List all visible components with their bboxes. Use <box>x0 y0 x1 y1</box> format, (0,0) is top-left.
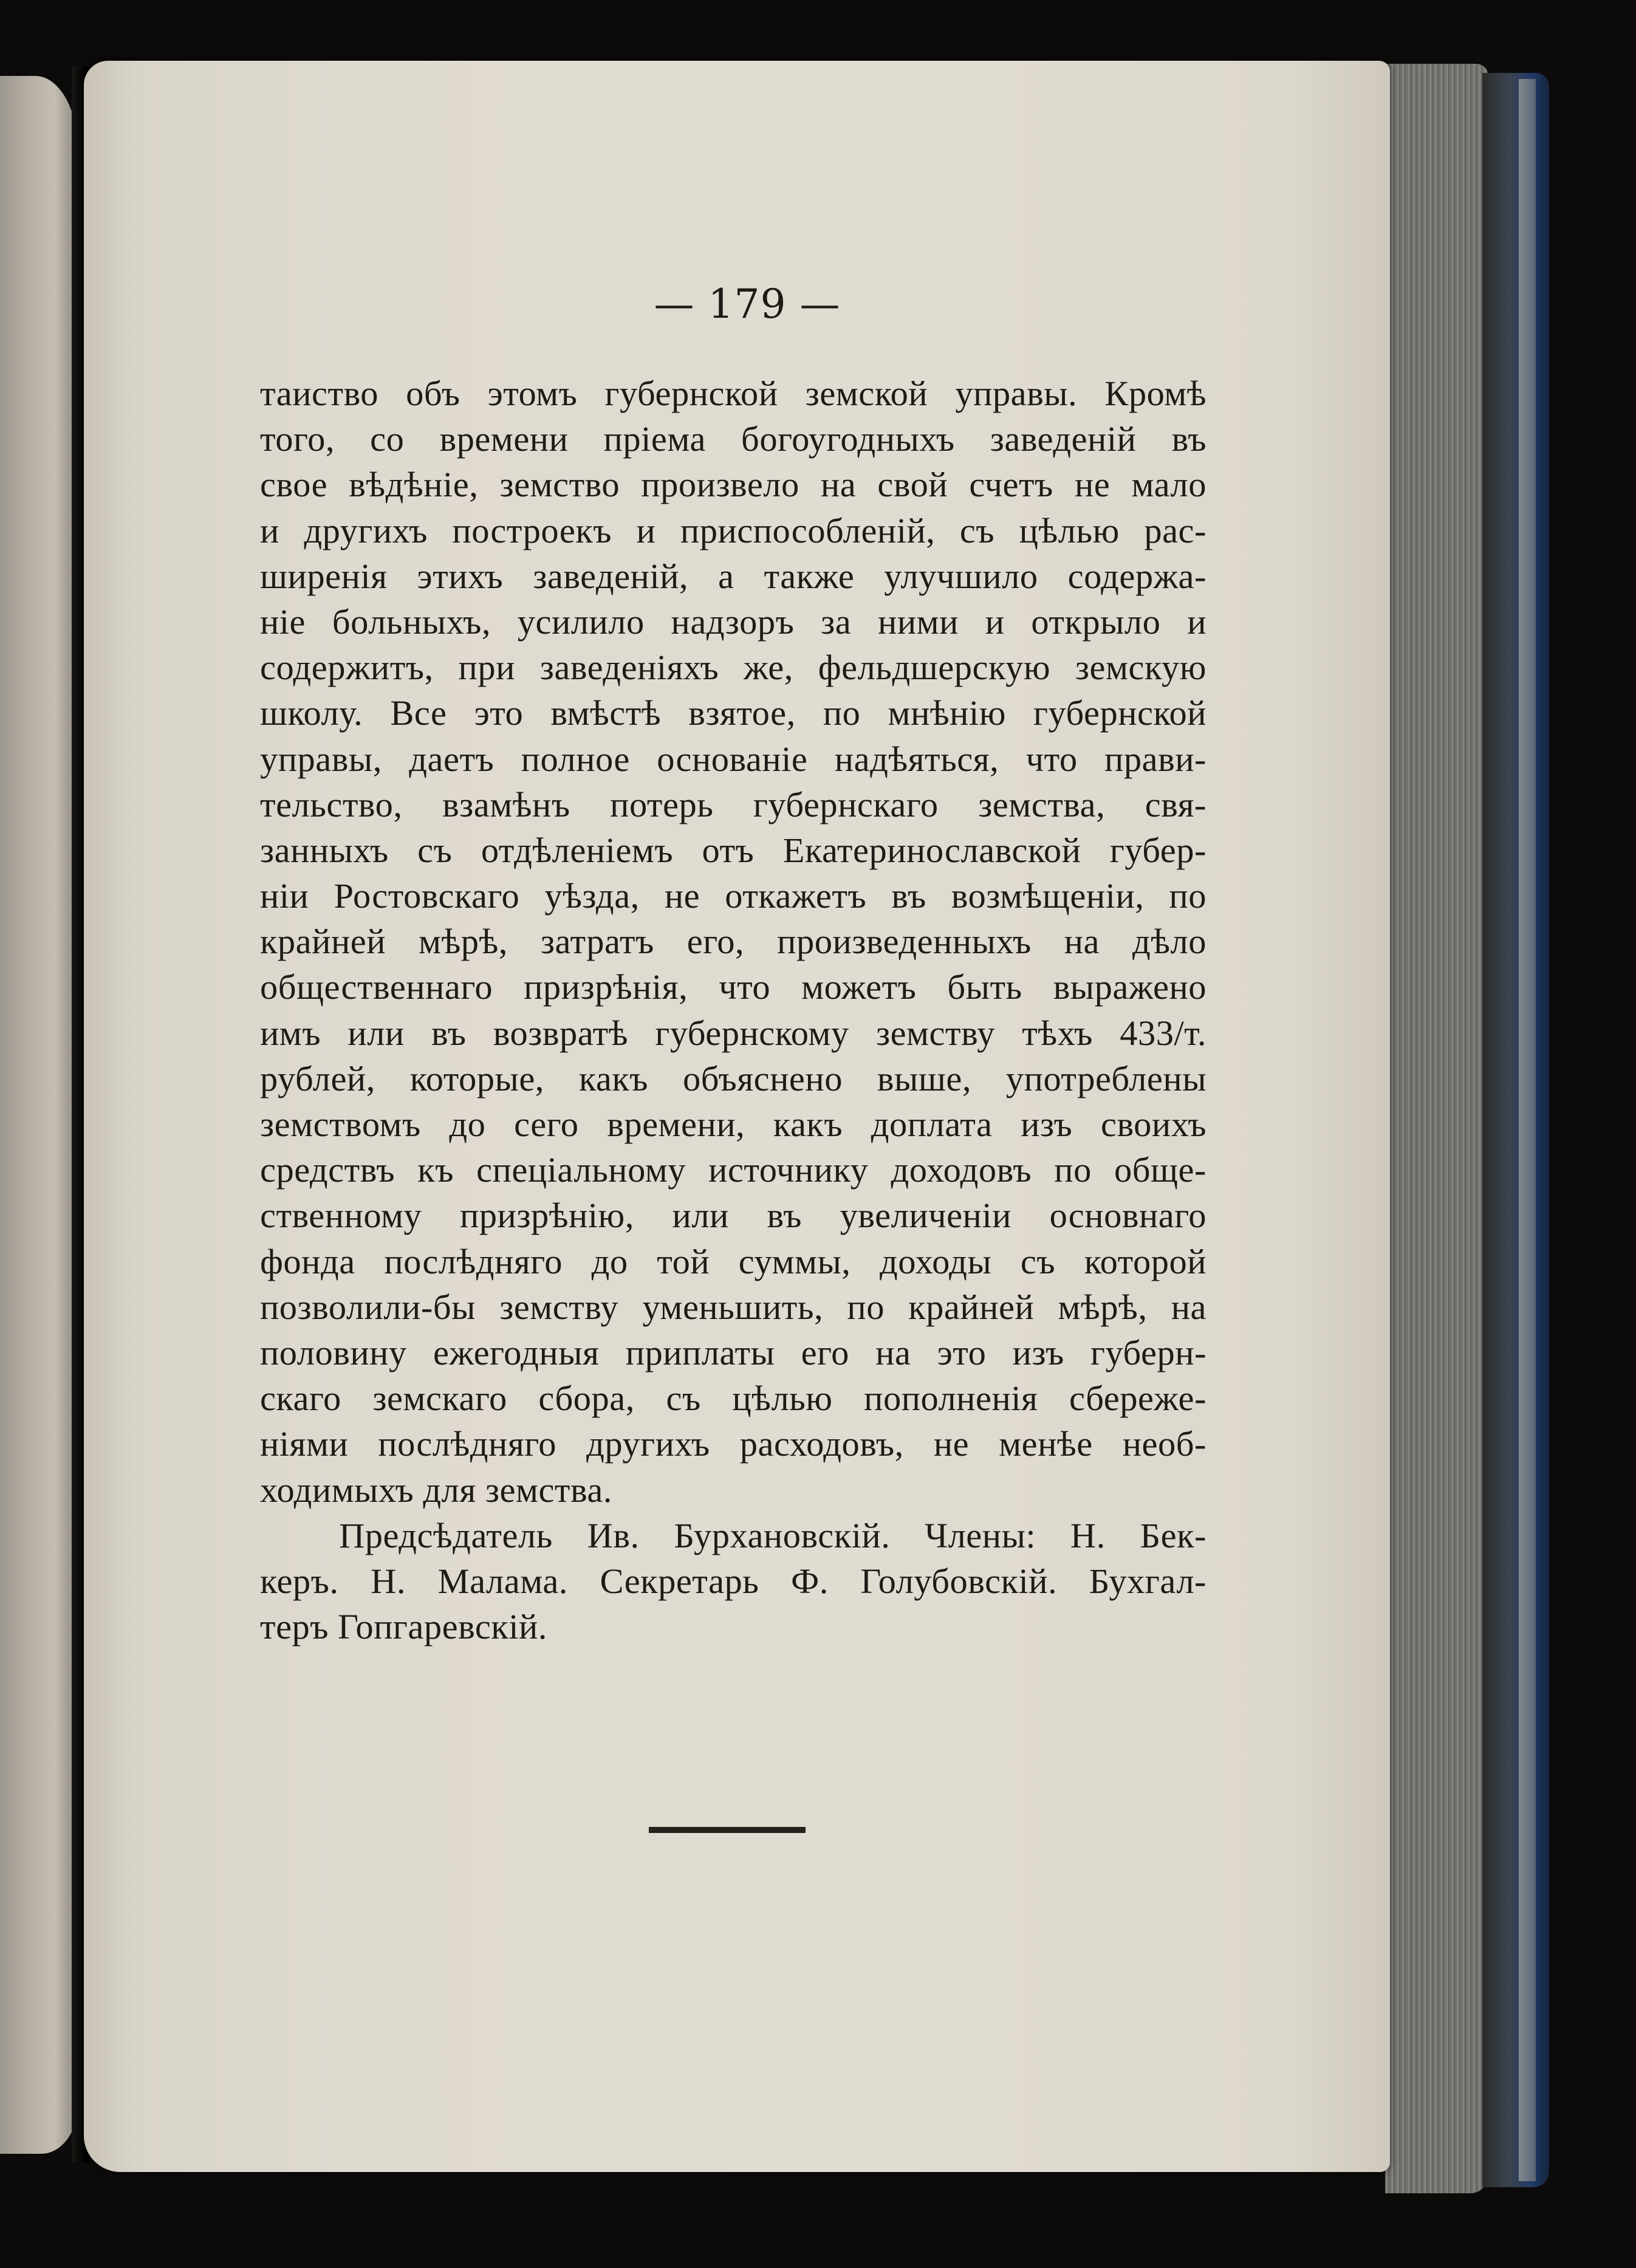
text-line: школу. Все это вмѣстѣ взятое, по мнѣнію губернской <box>260 693 1206 733</box>
text-line: ходимыхъ для земства. <box>260 1470 612 1510</box>
text-line: позволили-бы земству уменьшить, по крайней мѣрѣ, на <box>260 1287 1206 1327</box>
signature-line: Предсѣдатель Ив. Бурхановскій. Члены: Н. Бек- <box>339 1515 1206 1555</box>
text-line: ширенія этихъ заведеній, а также улучшило содержа- <box>260 556 1206 596</box>
page-number-header: — 179 — <box>654 281 841 327</box>
book-fore-edge <box>1385 64 1488 2193</box>
text-line: того, со времени пріема богоугодныхъ заведеній въ <box>260 419 1206 459</box>
previous-page-edge <box>0 76 78 2154</box>
signature-line: керъ. Н. Малама. Секретарь Ф. Голубовскій. Бухгал- <box>260 1561 1206 1601</box>
closing-rule <box>649 1827 806 1833</box>
text-line: общественнаго призрѣнія, что можетъ быть выражено <box>260 967 1206 1007</box>
text-line: крайней мѣрѣ, затратъ его, произведенныхъ на дѣло <box>260 922 1206 962</box>
text-line: фонда послѣдняго до той суммы, доходы съ которой <box>260 1241 1206 1281</box>
text-line: ственному призрѣнію, или въ увеличеніи основнаго <box>260 1196 1206 1236</box>
text-block <box>260 371 1206 1650</box>
text-line: управы, даетъ полное основаніе надѣяться, что прави- <box>260 739 1206 779</box>
text-line: и другихъ построекъ и приспособленій, съ цѣлью рас- <box>260 510 1206 550</box>
text-line: половину ежегодныя приплаты его на это изъ губерн- <box>260 1332 1206 1372</box>
signature-line: теръ Гопгаревскій. <box>260 1607 547 1647</box>
text-line: средствъ къ спеціальному источнику доходовъ по обще- <box>260 1150 1206 1190</box>
text-line: имъ или въ возвратѣ губернскому земству тѣхъ 433/т. <box>260 1013 1206 1053</box>
text-line: содержитъ, при заведеніяхъ же, фельдшерскую земскую <box>260 648 1206 688</box>
text-line: земствомъ до сего времени, какъ доплата изъ своихъ <box>260 1105 1206 1144</box>
text-line: тельство, взамѣнъ потерь губернскаго земства, свя- <box>260 784 1206 824</box>
text-line: скаго земскаго сбора, съ цѣлью пополненія сбереже- <box>260 1379 1206 1419</box>
text-line: ніи Ростовскаго уѣзда, не откажетъ въ возмѣщеніи, по <box>260 876 1206 916</box>
signature-paragraph <box>260 1513 1206 1650</box>
text-line: таиство объ этомъ губернской земской управы. Кромѣ <box>260 374 1206 413</box>
text-line: ніе больныхъ, усилило надзоръ за ними и открыло и <box>260 601 1206 642</box>
cover-inner-edge <box>1519 79 1536 2181</box>
text-line: свое вѣдѣніе, земство произвело на свой счетъ не мало <box>260 465 1206 505</box>
text-line: занныхъ съ отдѣленіемъ отъ Екатеринославской губер- <box>260 830 1206 870</box>
text-line: ніями послѣдняго другихъ расходовъ, не менѣе необ- <box>260 1424 1206 1464</box>
book-cover-edge <box>1482 73 1549 2187</box>
body-paragraph <box>260 371 1206 1513</box>
text-line: рублей, которые, какъ объяснено выше, употреблены <box>260 1058 1206 1098</box>
